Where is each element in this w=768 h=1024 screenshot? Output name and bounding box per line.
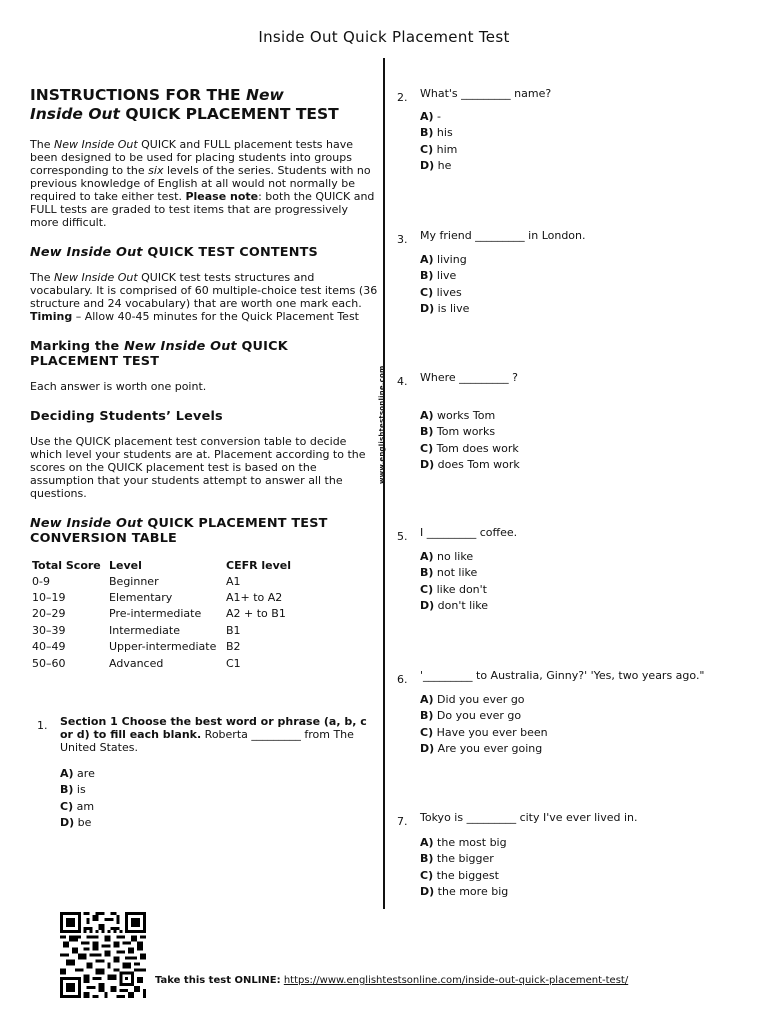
table-row (32, 622, 306, 638)
answer-option-a[interactable]: A) the most big (420, 836, 507, 849)
table-cell: C1 (226, 656, 241, 670)
table-header: Level (109, 558, 142, 572)
question-number: 1. (37, 719, 48, 732)
question-number: 5. (397, 530, 408, 543)
answer-option-a[interactable]: A) works Tom (420, 409, 496, 422)
table-cell: Pre-intermediate (109, 607, 202, 621)
online-test-label: Take this test ONLINE: (155, 975, 281, 986)
answer-option-b[interactable]: B) Do you ever go (420, 709, 522, 723)
table-cell: Elementary (109, 591, 173, 605)
table-row (32, 589, 306, 605)
intro-paragraph: The New Inside Out QUICK and FULL placement tests have been designed to be used for placing students into groups corresponding to the six levels of the series. Students with no previous knowledge of English at all would not normally be required to take either test. Please note: both the QUICK and FULL tests are graded to test items that are progressively more difficult. (30, 138, 375, 229)
table-cell: B2 (226, 640, 241, 654)
question-text: My friend _________ in London. (420, 229, 586, 242)
answer-option-d[interactable]: D) is live (420, 301, 470, 315)
answer-option-c[interactable]: C) am (60, 799, 95, 813)
answer-options (420, 252, 469, 317)
answer-option-d[interactable]: D) Are you ever going (420, 741, 543, 755)
answer-option-d[interactable]: D) the more big (420, 884, 509, 898)
table-cell: Advanced (109, 656, 164, 670)
question-text: '_________ to Australia, Ginny?' 'Yes, two years ago." (420, 669, 705, 682)
levels-heading: Deciding Students’ Levels (30, 409, 223, 424)
table-cell: A1 (226, 574, 241, 588)
table-header: Total Score (32, 558, 101, 572)
answer-option-c[interactable]: C) Have you ever been (420, 725, 548, 739)
table-row (32, 606, 306, 622)
answer-option-d[interactable]: D) does Tom work (420, 457, 520, 471)
answer-option-c[interactable]: C) him (420, 142, 458, 156)
levels-paragraph: Use the QUICK placement test conversion table to decide which level your students are at. Placement according to the scores on the QUICK placement test is based on the assumption that your students attempt to answer all the questions. (30, 435, 366, 500)
instructions-column (30, 86, 378, 671)
answer-option-a[interactable]: A) no like (420, 550, 474, 563)
answer-option-c[interactable]: C) lives (420, 285, 462, 299)
answer-option-d[interactable]: D) he (420, 158, 452, 172)
table-cell: 30–39 (32, 623, 66, 637)
question-number: 4. (397, 375, 408, 388)
answer-options (420, 408, 520, 473)
table-header-row (32, 557, 306, 573)
answer-option-b[interactable]: B) not like (420, 566, 478, 580)
table-row (32, 639, 306, 655)
table-cell: Intermediate (109, 623, 180, 637)
table-cell: 0-9 (32, 574, 50, 588)
question-text: Where _________ ? (420, 371, 518, 384)
table-cell: Upper-intermediate (109, 640, 217, 654)
answer-options (420, 692, 548, 757)
answer-options (60, 766, 95, 831)
table-cell: 20–29 (32, 607, 66, 621)
conversion-table (32, 557, 306, 671)
conversion-table-heading: New Inside Out QUICK PLACEMENT TEST CONVERSION TABLE (30, 516, 328, 546)
contents-paragraph: The New Inside Out QUICK test tests structures and vocabulary. It is comprised of 60 multiple-choice test items (36 structure and 24 vocabulary) that are worth one mark each. Timing – Allow 40-45 minutes for the Quick Placement Test (30, 271, 378, 323)
online-test-footer (155, 975, 628, 986)
online-test-link[interactable]: https://www.englishtestsonline.com/inside-out-quick-placement-test/ (283, 975, 629, 986)
table-header: CEFR level (226, 558, 292, 572)
answer-option-b[interactable]: B) his (420, 126, 453, 140)
answer-option-a[interactable]: A) are (60, 767, 95, 780)
page-title: Inside Out Quick Placement Test (258, 28, 510, 46)
answer-option-c[interactable]: C) Tom does work (420, 441, 519, 455)
table-row (32, 573, 306, 589)
question-text: Section 1 Choose the best word or phrase (a, b, c or d) to fill each blank. Roberta _________ from The United States. (60, 715, 367, 754)
qr-code-icon[interactable] (58, 912, 148, 998)
answer-option-b[interactable]: B) Tom works (420, 425, 496, 439)
answer-option-d[interactable]: D) don't like (420, 598, 489, 612)
answer-option-b[interactable]: B) the bigger (420, 852, 494, 866)
answer-option-d[interactable]: D) be (60, 815, 92, 829)
answer-option-b[interactable]: B) live (420, 269, 457, 283)
table-cell: Beginner (109, 574, 159, 588)
table-cell: 40–49 (32, 640, 66, 654)
table-cell: 50–60 (32, 656, 66, 670)
question-text: What's _________ name? (420, 87, 552, 100)
question-number: 7. (397, 815, 408, 828)
question-number: 2. (397, 91, 408, 104)
side-watermark-url: www.englishtestsonline.com (378, 365, 386, 484)
answer-option-a[interactable]: A) - (420, 110, 442, 123)
answer-option-c[interactable]: C) like don't (420, 582, 487, 596)
answer-option-c[interactable]: C) the biggest (420, 868, 499, 882)
answer-option-a[interactable]: A) living (420, 253, 467, 266)
question-number: 3. (397, 233, 408, 246)
question-text: I _________ coffee. (420, 526, 518, 539)
answer-options (420, 109, 457, 174)
answer-options (420, 549, 488, 614)
answer-options (420, 835, 508, 900)
answer-option-b[interactable]: B) is (60, 783, 86, 797)
answer-option-a[interactable]: A) Did you ever go (420, 693, 525, 706)
marking-heading: Marking the New Inside Out QUICK PLACEMENT TEST (30, 339, 288, 369)
marking-paragraph: Each answer is worth one point. (30, 380, 207, 393)
table-row (32, 655, 306, 671)
contents-heading: New Inside Out QUICK TEST CONTENTS (30, 245, 318, 260)
table-cell: 10–19 (32, 591, 66, 605)
question-number: 6. (397, 673, 408, 686)
table-cell: A1+ to A2 (226, 591, 283, 605)
table-cell: B1 (226, 623, 241, 637)
instructions-heading: INSTRUCTIONS FOR THE New Inside Out QUICK PLACEMENT TEST (30, 86, 339, 123)
table-cell: A2 + to B1 (226, 607, 286, 621)
question-text: Tokyo is _________ city I've ever lived in. (420, 811, 638, 824)
